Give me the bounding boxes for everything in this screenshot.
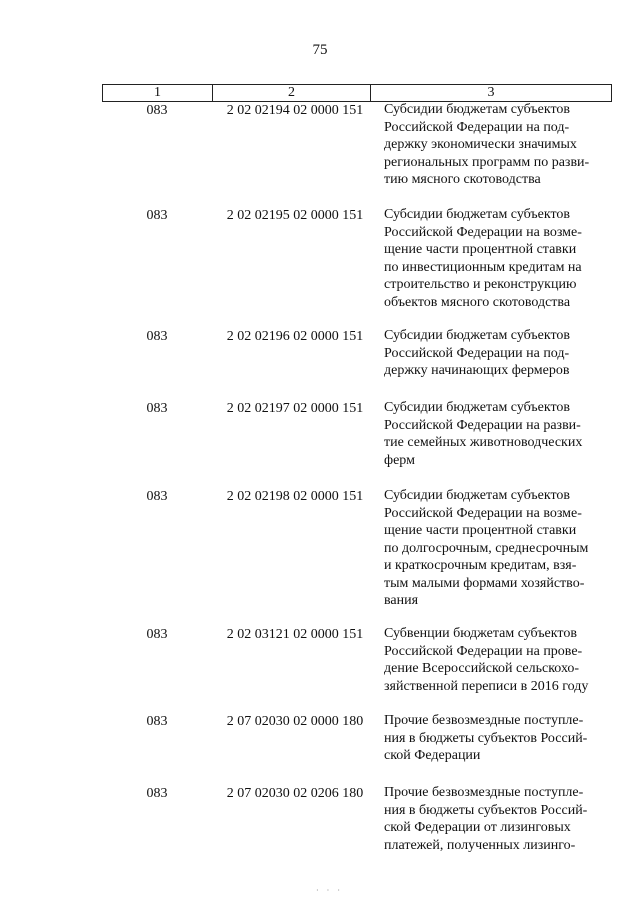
table-row (102, 712, 610, 784)
admin-code-cell: 083 (146, 401, 168, 416)
table-row (102, 327, 610, 399)
table-row (102, 101, 610, 206)
kbk-code-cell: 2 02 02194 02 0000 151 (226, 103, 364, 118)
kbk-code-cell: 2 02 03121 02 0000 151 (226, 627, 364, 642)
admin-code-cell: 083 (146, 208, 168, 223)
kbk-code-cell: 2 02 02197 02 0000 151 (226, 401, 364, 416)
description-cell: Субсидии бюджетам субъектов Российской Федерации на возме- щение части процентной ставки по инвестиционным кредитам на строительство и реконструкцию объектов мясного скотоводства (384, 207, 582, 310)
admin-code-cell: 083 (146, 714, 168, 729)
table-body (102, 101, 610, 864)
kbk-code-cell: 2 07 02030 02 0206 180 (226, 786, 364, 801)
kbk-code-cell: 2 07 02030 02 0000 180 (226, 714, 364, 729)
kbk-code-cell: 2 02 02195 02 0000 151 (226, 208, 364, 223)
admin-code-cell: 083 (146, 489, 168, 504)
table-row (102, 399, 610, 487)
description-cell: Субсидии бюджетам субъектов Российской Федерации на под- держку начинающих фермеров (384, 328, 571, 378)
table-row (102, 487, 610, 625)
admin-code-cell: 083 (146, 786, 168, 801)
description-cell: Субсидии бюджетам субъектов Российской Федерации на разви- тие семейных животноводческих ферм (384, 400, 583, 468)
table-row (102, 784, 610, 864)
page-number: 75 (312, 42, 328, 58)
column-header-2: 2 (213, 85, 371, 101)
table-row (102, 206, 610, 327)
admin-code-cell: 083 (146, 103, 168, 118)
table-row (102, 625, 610, 712)
description-cell: Прочие безвозмездные поступле- ния в бюджеты субъектов Россий- ской Федерации от лизинговых платежей, полученных лизинго- (384, 785, 588, 853)
table-header-row (102, 84, 612, 102)
description-cell: Субсидии бюджетам субъектов Российской Федерации на под- держку экономически значимых региональных программ по разви- тию мясного скотоводства (384, 102, 590, 187)
admin-code-cell: 083 (146, 329, 168, 344)
description-cell: Прочие безвозмездные поступле- ния в бюджеты субъектов Россий- ской Федерации (384, 713, 588, 763)
footer-scan-mark: · · · (316, 886, 343, 895)
kbk-code-cell: 2 02 02196 02 0000 151 (226, 329, 364, 344)
description-cell: Субвенции бюджетам субъектов Российской Федерации на прове- дение Всероссийской сельскохо- зяйственной переписи в 2016 году (384, 626, 589, 694)
admin-code-cell: 083 (146, 627, 168, 642)
description-cell: Субсидии бюджетам субъектов Российской Федерации на возме- щение части процентной ставки по долгосрочным, среднесрочным и краткосрочным кредитам, взя- тым малыми формами хозяйство- вания (384, 488, 589, 608)
kbk-code-cell: 2 02 02198 02 0000 151 (226, 489, 364, 504)
column-header-3: 3 (487, 85, 495, 100)
column-header-1: 1 (103, 85, 213, 101)
